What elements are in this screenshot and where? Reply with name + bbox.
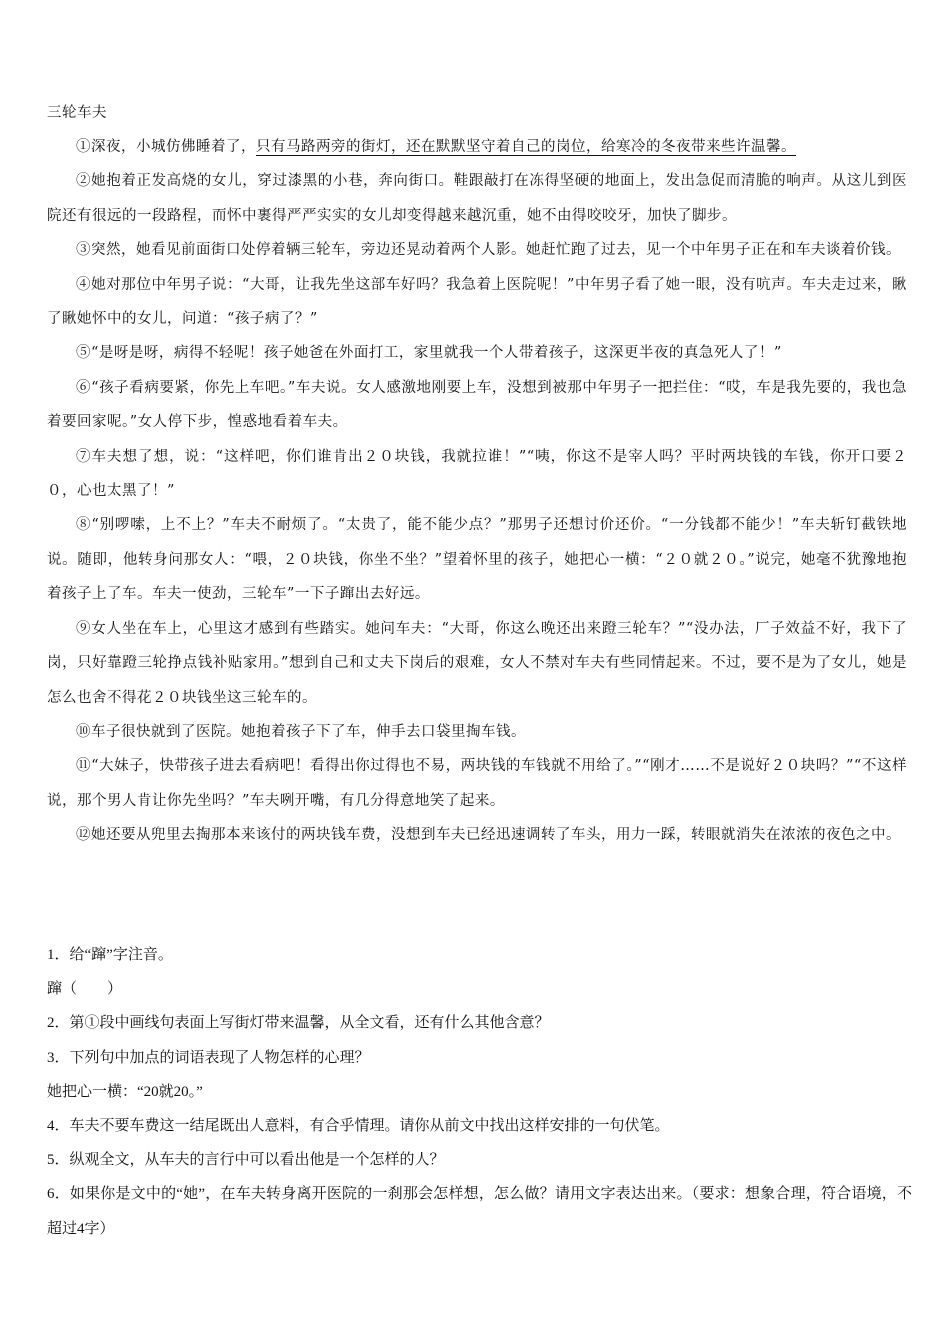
paragraph-number: ④ [76,276,92,293]
paragraph-text: “别啰嗦，上不上？”车夫不耐烦了。“太贵了，能不能少点？”那男子还想讨价还价。“一分钱都不能少！”车夫斩钉截铁地说。随即，他转身问那女人：“喂，２０块钱，你坐不坐？”望着怀里的孩子，她把心一横：“２０就２０。”说完，她毫不犹豫地抱着孩子上了车。车夫一使劲，三轮车”一下子蹿出去好远。 [47,517,908,603]
paragraph-1 [47,130,907,164]
paragraph-text: 女人坐在车上，心里这才感到有些踏实。她问车夫：“大哥，你这么晚还出来蹬三轮车？”“没办法，厂子效益不好，我下了岗，只好靠蹬三轮挣点钱补贴家用。”想到自己和丈夫下岗后的艰难，女人不禁对车夫有些同情起来。不过，要不是为了女儿，她是怎么也舍不得花２０块钱坐这三轮车的。 [47,620,908,706]
question-text: 3．下列句中加点的词语表现了人物怎样的心理？ [47,1049,370,1066]
paragraph-12 [47,818,907,852]
paragraph-text: 她抱着正发高烧的女儿，穿过漆黑的小巷，奔向街口。鞋跟敲打在冻得坚硬的地面上，发出急促而清脆的响声。从这儿到医院还有很远的一段路程，而怀中裹得严严实实的女儿却变得越来越沉重，她不由得咬咬牙，加快了脚步。 [47,173,908,224]
paragraph-9 [47,612,907,715]
paragraph-number: ⑨ [76,620,92,637]
question-1-blank [47,972,912,1006]
article-body [47,130,907,853]
paragraph-number: ② [76,173,92,190]
question-5 [47,1143,912,1177]
paragraph-7 [47,440,907,509]
paragraph-text: 她对那位中年男子说：“大哥，让我先坐这部车好吗？我急着上医院呢！”中年男子看了她一眼，没有吭声。车夫走过来，瞅了瞅她怀中的女儿，问道：“孩子病了？” [47,276,908,328]
paragraph-2 [47,164,907,233]
question-text: 1．给“蹿”字注音。 [47,947,173,963]
article-title: 三轮车夫 [47,105,107,121]
paragraph-4 [47,268,907,337]
paragraph-number: ⑥ [76,379,92,396]
paragraph-8 [47,508,907,611]
paragraph-text: “孩子看病要紧，你先上车吧。”车夫说。女人感激地刚要上车，没想到被那中年男子一把拦住：“哎，车是我先要的，我也急着要回家呢。”女人停下步，惶惑地看着车夫。 [47,379,908,431]
paragraph-text: 车子很快就到了医院。她抱着孩子下了车，伸手去口袋里掏车钱。 [91,723,526,740]
paragraph-text: 深夜，小城仿佛睡着了， [91,139,256,155]
paragraph-11 [47,749,907,818]
paragraph-number: ③ [76,242,91,259]
paragraph-number: ⑦ [76,448,92,465]
question-text: 4．车夫不要车费这一结尾既出人意料，有合乎情理。请你从前文中找出这样安排的一句伏笔。 [47,1118,670,1135]
paragraph-10 [47,715,907,749]
quoted-sentence: 她把心一横：“20就20。” [47,1083,203,1100]
answer-blank: 蹿（ ） [47,981,123,998]
question-6 [47,1177,912,1245]
paragraph-5 [47,336,907,370]
paragraph-text: “是呀是呀，病得不轻呢！孩子她爸在外面打工，家里就我一个人带着孩子，这深更半夜的真急死人了！” [91,345,782,362]
question-1 [47,938,912,972]
paragraph-number: ⑤ [76,345,91,362]
question-list [47,938,912,1246]
underlined-sentence: 只有马路两旁的街灯，还在默默坚守着自己的岗位，给寒冷的冬夜带来些许温馨。 [256,139,796,155]
paragraph-text: 车夫想了想，说：“这样吧，你们谁肯出２０块钱，我就拉谁！”“咦，你这不是宰人吗？平时两块钱的车钱，你开口要２０，心也太黑了！” [47,448,908,500]
paragraph-number: ⑧ [76,517,92,534]
paragraph-3 [47,233,907,267]
question-3 [47,1041,912,1075]
paragraph-number: ⑫ [76,827,91,844]
paragraph-6 [47,371,907,440]
paragraph-number: ⑩ [76,723,91,740]
paragraph-number: ⑪ [76,758,92,775]
question-text: 6．如果你是文中的“她”，在车夫转身离开医院的一刹那会怎样想，怎么做？请用文字表达出来。（要求：想象合理，符合语境，不超过4字） [47,1186,912,1237]
paragraph-text: 突然，她看见前面街口处停着辆三轮车，旁边还晃动着两个人影。她赶忙跑了过去，见一个中年男子正在和车夫谈着价钱。 [91,242,901,259]
question-4 [47,1109,912,1143]
paragraph-number: ① [76,139,91,155]
question-text: 2．第①段中画线句表面上写街灯带来温馨，从全文看，还有什么其他含意？ [47,1015,550,1032]
question-text: 5．纵观全文，从车夫的言行中可以看出他是一个怎样的人？ [47,1152,445,1169]
question-3-quote [47,1075,912,1109]
question-2 [47,1006,912,1040]
paragraph-text: “大妹子，快带孩子进去看病吧！看得出你过得也不易，两块钱的车钱就不用给了。”“刚才……不是说好２０块吗？”“不这样说，那个男人肯让你先坐吗？”车夫咧开嘴，有几分得意地笑了起来。 [47,758,908,809]
paragraph-text: 她还要从兜里去掏那本来该付的两块钱车费，没想到车夫已经迅速调转了车头，用力一踩，转眼就消失在浓浓的夜色之中。 [91,827,901,844]
